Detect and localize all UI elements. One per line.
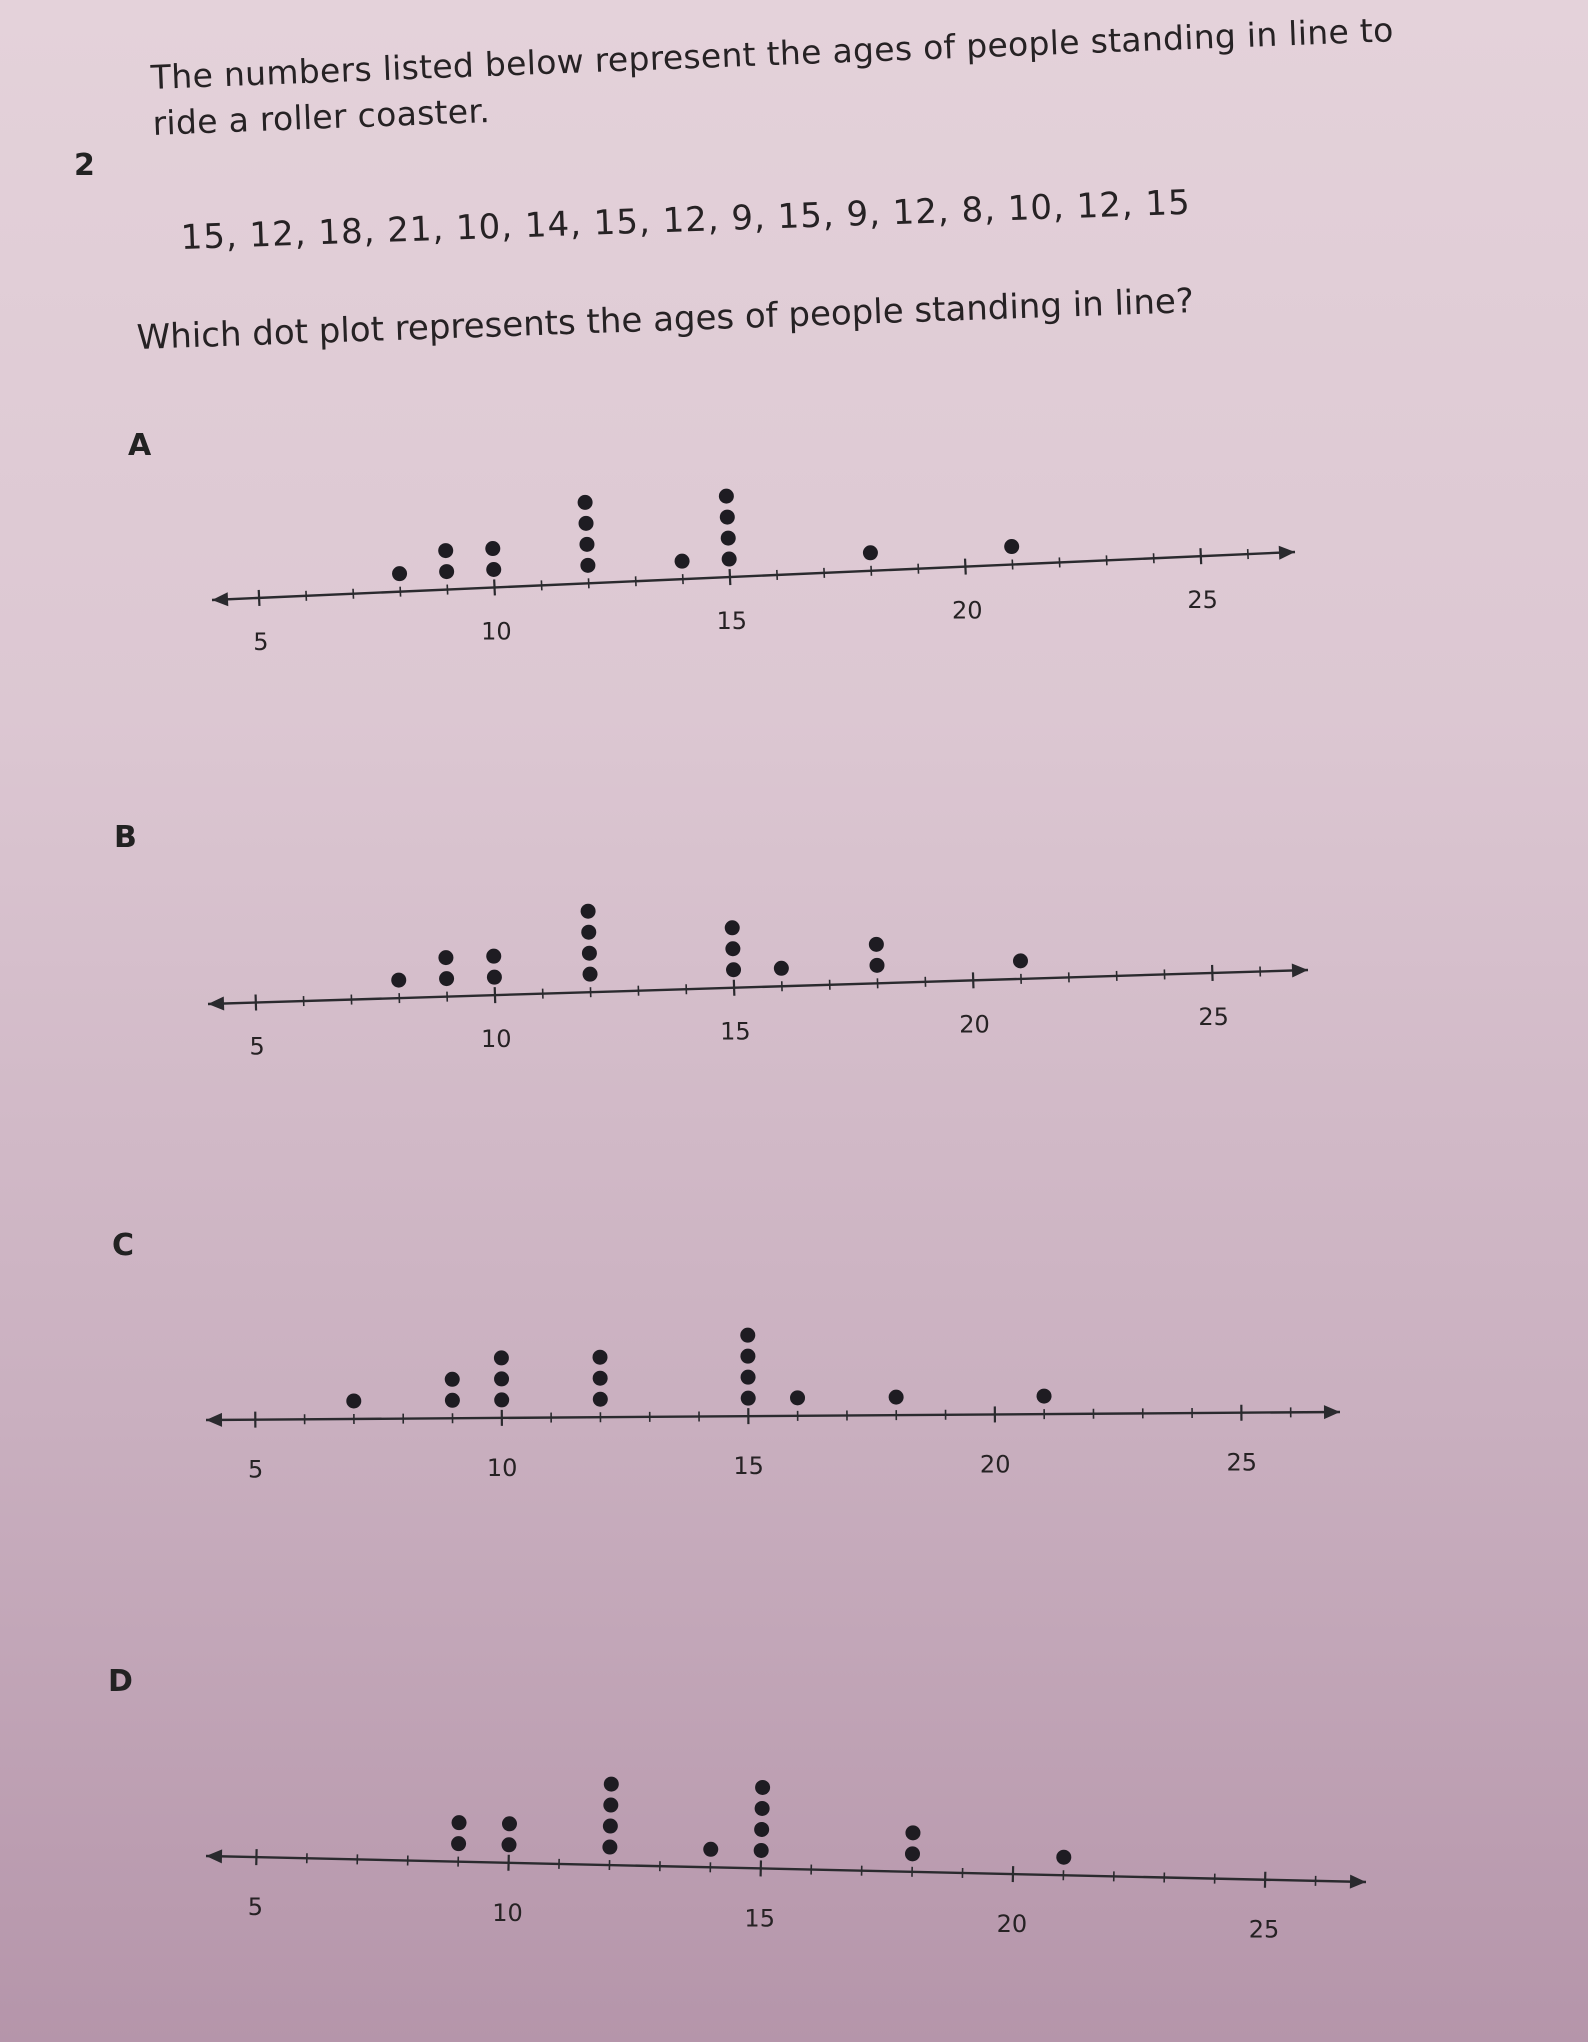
number-line-axis bbox=[206, 1856, 1366, 1882]
question-ask: Which dot plot represents the ages of people standing in line? bbox=[136, 281, 1195, 358]
arrow-right-icon bbox=[1350, 1875, 1366, 1889]
data-dot bbox=[583, 967, 598, 982]
tick-label: 10 bbox=[481, 617, 512, 646]
data-dot bbox=[740, 1328, 755, 1343]
data-dot bbox=[754, 1822, 769, 1837]
data-dot bbox=[485, 541, 500, 556]
data-dot bbox=[741, 1391, 756, 1406]
arrow-left-icon bbox=[206, 1849, 222, 1863]
data-dot bbox=[863, 545, 878, 560]
data-dot bbox=[502, 1816, 517, 1831]
data-dot bbox=[486, 949, 501, 964]
data-dot bbox=[502, 1837, 517, 1852]
data-dot bbox=[602, 1840, 617, 1855]
data-dot bbox=[439, 564, 454, 579]
axis-tick bbox=[494, 579, 495, 595]
tick-label: 25 bbox=[1226, 1448, 1258, 1477]
prompt-line-1: The numbers listed below represent the ages of people standing in line to bbox=[150, 10, 1395, 97]
data-dot bbox=[603, 1819, 618, 1834]
tick-label: 10 bbox=[486, 1453, 518, 1482]
number-line-axis bbox=[212, 552, 1295, 600]
data-dot bbox=[740, 1349, 755, 1364]
data-dot bbox=[579, 516, 594, 531]
arrow-right-icon bbox=[1292, 963, 1308, 977]
data-dot bbox=[719, 489, 734, 504]
data-dot bbox=[487, 970, 502, 985]
tick-label: 20 bbox=[959, 1010, 990, 1039]
data-dot bbox=[725, 941, 740, 956]
axis-tick bbox=[1200, 548, 1201, 564]
ages-data-list: 15, 12, 18, 21, 10, 14, 15, 12, 9, 15, 9, 12, 8, 10, 12, 15 bbox=[180, 182, 1192, 258]
data-dot bbox=[593, 1350, 608, 1365]
tick-label: 15 bbox=[720, 1017, 751, 1046]
tick-label: 25 bbox=[1198, 1002, 1229, 1031]
data-dot bbox=[392, 566, 407, 581]
data-dot bbox=[725, 920, 740, 935]
data-dot bbox=[438, 543, 453, 558]
data-dot bbox=[720, 510, 735, 525]
arrow-left-icon bbox=[212, 592, 228, 606]
data-dot bbox=[494, 1392, 509, 1407]
data-dot bbox=[445, 1372, 460, 1387]
data-dot bbox=[593, 1392, 608, 1407]
arrow-right-icon bbox=[1324, 1405, 1340, 1419]
tick-label: 5 bbox=[247, 1893, 263, 1922]
data-dot bbox=[754, 1843, 769, 1858]
data-dot bbox=[1004, 539, 1019, 554]
data-dot bbox=[1037, 1389, 1052, 1404]
option-letter-d[interactable]: D bbox=[108, 1664, 133, 1699]
data-dot bbox=[889, 1390, 904, 1405]
data-dot bbox=[439, 971, 454, 986]
data-dot bbox=[755, 1780, 770, 1795]
data-dot bbox=[1013, 953, 1028, 968]
tick-label: 25 bbox=[1187, 586, 1218, 615]
data-dot bbox=[346, 1393, 361, 1408]
tick-label: 15 bbox=[744, 1904, 775, 1933]
tick-label: 5 bbox=[253, 627, 269, 656]
option-letter-a[interactable]: A bbox=[128, 428, 152, 463]
axis-tick bbox=[965, 559, 966, 575]
tick-label: 25 bbox=[1248, 1915, 1280, 1944]
number-line-axis bbox=[208, 970, 1308, 1004]
tick-label: 15 bbox=[733, 1452, 764, 1481]
data-dot bbox=[581, 925, 596, 940]
axis-tick bbox=[730, 569, 731, 585]
tick-label: 10 bbox=[480, 1025, 512, 1054]
data-dot bbox=[391, 973, 406, 988]
data-dot bbox=[578, 495, 593, 510]
data-dot bbox=[755, 1801, 770, 1816]
data-dot bbox=[726, 962, 741, 977]
tick-label: 15 bbox=[716, 607, 748, 636]
data-dot bbox=[445, 1393, 460, 1408]
dot-plot-c bbox=[206, 1328, 1340, 1484]
data-dot bbox=[675, 554, 690, 569]
data-dot bbox=[603, 1798, 618, 1813]
data-dot bbox=[869, 937, 884, 952]
tick-label: 20 bbox=[996, 1910, 1028, 1939]
data-dot bbox=[721, 531, 736, 546]
data-dot bbox=[581, 904, 596, 919]
number-line-axis bbox=[206, 1412, 1340, 1420]
prompt-line-2: ride a roller coaster. bbox=[151, 91, 491, 143]
data-dot bbox=[438, 950, 453, 965]
data-dot bbox=[604, 1777, 619, 1792]
data-dot bbox=[593, 1371, 608, 1386]
tick-label: 5 bbox=[249, 1032, 265, 1061]
dot-plot-b bbox=[208, 904, 1308, 1061]
tick-label: 5 bbox=[248, 1455, 264, 1484]
data-dot bbox=[905, 1825, 920, 1840]
data-dot bbox=[870, 958, 885, 973]
arrow-left-icon bbox=[206, 1413, 222, 1427]
axis-tick bbox=[259, 590, 260, 606]
arrow-left-icon bbox=[208, 997, 224, 1011]
data-dot bbox=[741, 1370, 756, 1385]
data-dot bbox=[579, 537, 594, 552]
option-letter-c[interactable]: C bbox=[112, 1228, 135, 1263]
data-dot bbox=[486, 562, 501, 577]
data-dot bbox=[905, 1846, 920, 1861]
tick-label: 20 bbox=[979, 1450, 1011, 1479]
dot-plot-d bbox=[206, 1777, 1366, 1944]
data-dot bbox=[494, 1350, 509, 1365]
data-dot bbox=[722, 552, 737, 567]
data-dot bbox=[774, 961, 789, 976]
data-dot bbox=[580, 558, 595, 573]
option-letter-b[interactable]: B bbox=[114, 820, 137, 855]
data-dot bbox=[494, 1371, 509, 1386]
tick-label: 10 bbox=[492, 1898, 523, 1927]
data-dot bbox=[451, 1836, 466, 1851]
tick-label: 20 bbox=[951, 596, 983, 625]
question-number: 2 bbox=[74, 148, 95, 183]
data-dot bbox=[452, 1815, 467, 1830]
data-dot bbox=[703, 1842, 718, 1857]
data-dot bbox=[1056, 1850, 1071, 1865]
dot-plot-a bbox=[212, 489, 1295, 656]
data-dot bbox=[582, 946, 597, 961]
arrow-right-icon bbox=[1279, 546, 1295, 560]
data-dot bbox=[790, 1390, 805, 1405]
